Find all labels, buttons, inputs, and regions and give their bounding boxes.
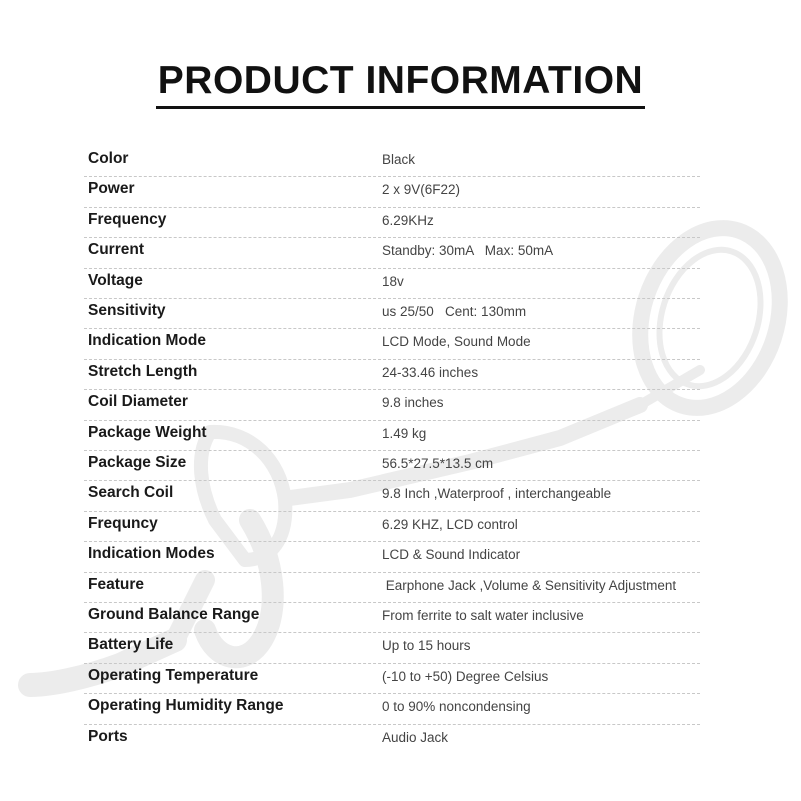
spec-row [84, 421, 700, 451]
spec-value: 6.29 KHZ, LCD control [382, 516, 518, 532]
spec-row [84, 329, 700, 359]
spec-label: Indication Modes [88, 545, 215, 563]
spec-value: 9.8 Inch ,Waterproof , interchangeable [382, 486, 612, 502]
spec-label: Coil Diameter [88, 393, 188, 411]
spec-row [84, 390, 700, 420]
spec-label: Package Size [88, 454, 187, 471]
spec-label: Current [88, 241, 144, 259]
spec-value: 9.8 inches [382, 395, 444, 411]
spec-value: 56.5*27.5*13.5 cm [382, 456, 494, 471]
spec-value: LCD & Sound Indicator [382, 547, 521, 563]
spec-value: 0 to 90% noncondensing [382, 699, 531, 715]
spec-row [84, 512, 700, 542]
spec-row [84, 269, 700, 299]
spec-row [84, 694, 700, 724]
spec-row [84, 573, 700, 603]
spec-row [84, 147, 700, 177]
spec-row [84, 664, 700, 694]
spec-label: Ports [88, 727, 128, 745]
spec-label: Power [88, 180, 135, 198]
page-title-text: PRODUCT INFORMATION [156, 58, 645, 109]
spec-row [84, 725, 700, 755]
spec-value: us 25/50 Cent: 130mm [382, 304, 527, 319]
spec-row [84, 603, 700, 633]
spec-value: LCD Mode, Sound Mode [382, 334, 531, 350]
spec-row [84, 542, 700, 572]
spec-label: Search Coil [88, 484, 174, 502]
spec-label: Frequncy [88, 514, 158, 532]
spec-label: Ground Balance Range [88, 606, 260, 623]
spec-label: Frequency [88, 210, 167, 228]
spec-label: Stretch Length [88, 362, 198, 380]
spec-row [84, 633, 700, 663]
spec-row [84, 238, 700, 268]
spec-label: Sensitivity [88, 302, 166, 319]
spec-value: 6.29KHz [382, 212, 434, 228]
spec-row [84, 177, 700, 207]
spec-label: Operating Temperature [88, 666, 259, 684]
spec-value: Audio Jack [382, 729, 449, 745]
spec-value: Black [382, 152, 416, 167]
spec-row [84, 299, 700, 329]
spec-label: Battery Life [88, 636, 174, 654]
spec-value: 2 x 9V(6F22) [382, 182, 461, 198]
spec-value: 24-33.46 inches [382, 364, 479, 380]
spec-value: From ferrite to salt water inclusive [382, 608, 584, 623]
spec-value: 1.49 kg [382, 425, 427, 441]
spec-value: Earphone Jack ,Volume & Sensitivity Adjustment [382, 577, 677, 593]
spec-label: Indication Mode [88, 332, 206, 350]
spec-value: 18v [382, 273, 404, 289]
spec-row [84, 451, 700, 481]
spec-row [84, 481, 700, 511]
spec-label: Package Weight [88, 423, 207, 441]
spec-label: Operating Humidity Range [88, 697, 284, 715]
spec-value: Standby: 30mA Max: 50mA [382, 243, 554, 259]
spec-label: Voltage [88, 271, 143, 289]
spec-row [84, 208, 700, 238]
spec-label: Feature [88, 575, 144, 593]
spec-label: Color [88, 150, 129, 167]
spec-value: (-10 to +50) Degree Celsius [382, 668, 549, 684]
spec-row [84, 360, 700, 390]
spec-value: Up to 15 hours [382, 638, 471, 654]
